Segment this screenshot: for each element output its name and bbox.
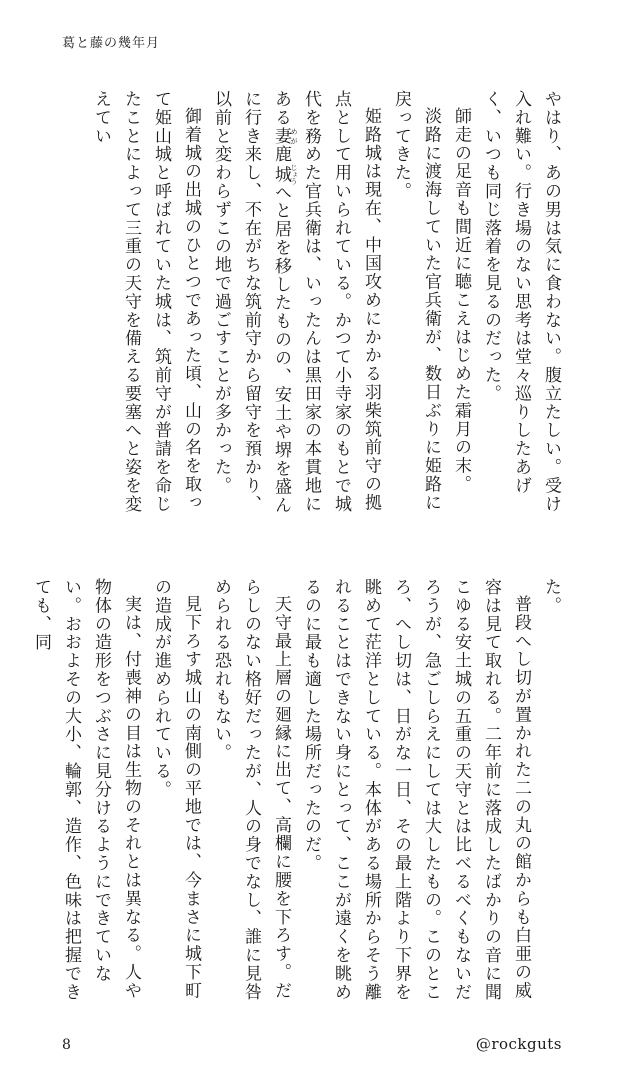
author-credit: @rockguts: [475, 1035, 562, 1053]
paragraph-text: 姫路城は現在、中国攻めにかかる羽柴筑前守の拠点として用いられている。かつて小寺家のもとで城代を務めた官兵衛は、いったんは黒田家の本貫地にある: [271, 90, 381, 514]
paragraph: 普段へし切が置かれた二の丸の館からも白亜の威容は見て取れる。二年前に落成したばかりの音に聞こゆる安土城の五重の天守とは比べるべくもないだろうが、急ごしらえにしては大したもの。このところ、へし切は、日がな一日、その最上階より下界を眺めて茫洋としている。本体がある場所からそう離れることはできない身にとって、ここが遠くを眺めるのに最も適した場所だったのだ。: [301, 578, 531, 1002]
paragraph: 見下ろす城山の南側の平地では、今まさに城下町の造成が進められている。: [151, 578, 201, 1000]
paragraph: 淡路に渡海していた官兵衛が、数日ぶりに姫路に戻ってきた。: [391, 90, 441, 512]
paragraph-text: へと居を移したものの、安土や堺を盛んに行き来し、不在がちな筑前守から留守を預かり、以前と変わらずこの地で過ごすことが多かった。: [211, 90, 291, 515]
ruby-word: 城 じょう: [271, 163, 298, 185]
paragraph: た。: [541, 578, 561, 615]
running-head: 葛と藤の幾年月: [62, 36, 161, 51]
ruby-word: 妻 めが: [271, 126, 298, 146]
page-number: 8: [62, 1037, 71, 1053]
paragraph: 天守最上層の廻縁に出て、高欄に腰を下ろす。だらしのない格好だったが、人の身でなし、誰に見咎められる恐れもない。: [211, 578, 291, 1002]
paragraph: 御着城の出城のひとつであった頃、山の名を取って姫山城と呼ばれていた城は、筑前守が普請を命じたことによって三重の天守を備える要塞へと姿を変えてい: [91, 90, 201, 514]
paragraph: やはり、あの男は気に食わない。腹立たしい。受け入れ難い。行き場のない思考は堂々巡りしたあげく、いつも同じ落着を見るのだった。: [481, 90, 561, 514]
paragraph: 実は、付喪神の目は生物のそれとは異なる。人や物体の造形をつぶさに見分けるようにできていない。おおよその大小、輪郭、造作、色味は把握できても、同: [31, 578, 141, 1002]
paragraph: [206, 90, 386, 530]
paragraph: 師走の足音も間近に聴こえはじめた霜月の末。: [451, 107, 471, 494]
text-block-bottom: [31, 578, 566, 1018]
text-block-top: [56, 90, 566, 530]
ruby-word: 鹿: [271, 145, 291, 164]
